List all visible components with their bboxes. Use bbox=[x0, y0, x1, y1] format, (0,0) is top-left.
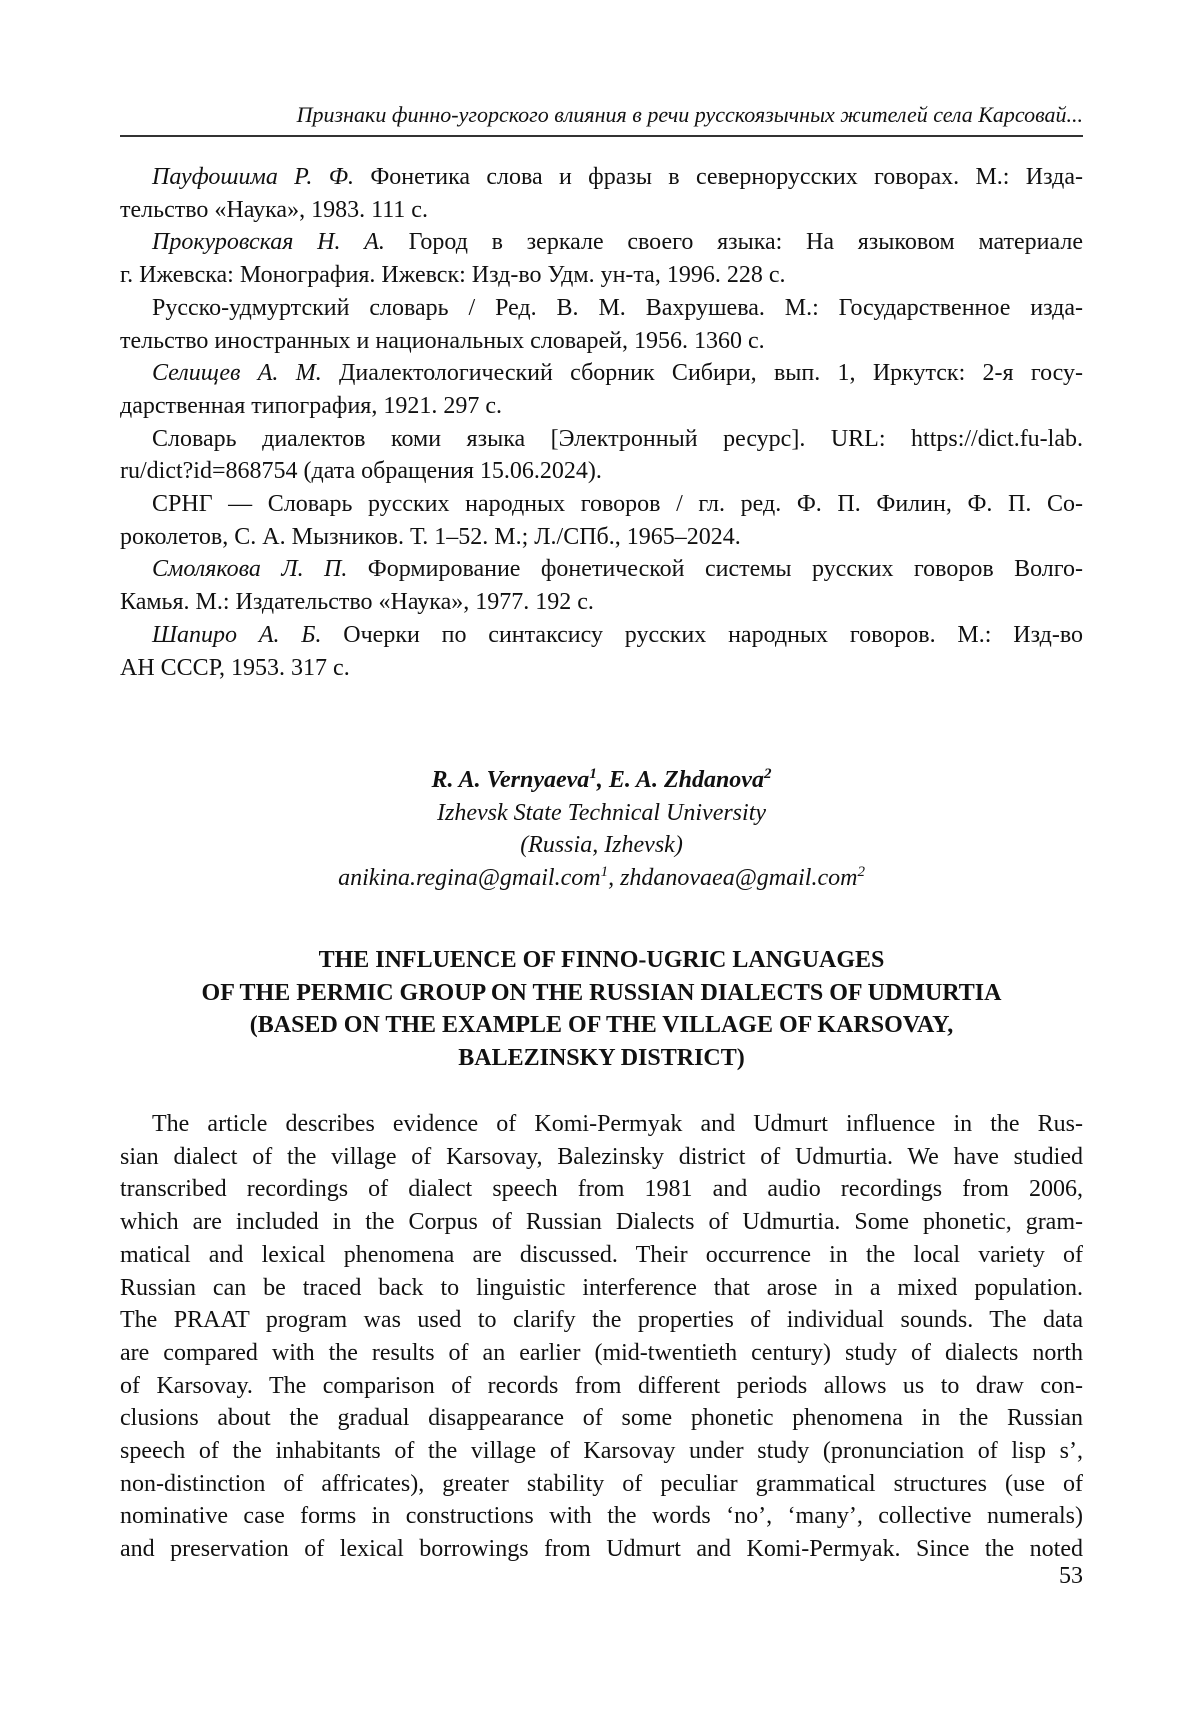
author-2-sup: 2 bbox=[763, 766, 772, 782]
abstract-line: The article describes evidence of Komi-Permyak and Udmurt influence in the Rus- bbox=[152, 1111, 1083, 1137]
author-block bbox=[120, 764, 1083, 895]
abstract-line: which are included in the Corpus of Russian Dialects of Udmurtia. Some phonetic, gram- bbox=[120, 1209, 1083, 1236]
header-rule bbox=[120, 135, 1083, 137]
email-2-sup: 2 bbox=[857, 864, 865, 881]
reference-line: роколетов, С. А. Мызников. Т. 1–52. М.; Л./СПб., 1965–2024. bbox=[120, 523, 741, 550]
abstract-line: sian dialect of the village of Karsovay, Balezinsky district of Udmurtia. We have studied bbox=[120, 1143, 1083, 1170]
abstract-line: are compared with the results of an earlier (mid-twentieth century) study of dialects north bbox=[120, 1339, 1083, 1366]
emails: anikina.regina@gmail.com$^1$, zhdanovaea@gmail.com$^2$ bbox=[338, 864, 865, 892]
reference-line bbox=[120, 619, 1083, 652]
reference-text: Диалектологический сборник Сибири, вып. 1, Иркутск: 2-я госу- bbox=[321, 360, 1084, 387]
reference-author: Шапиро А. Б. bbox=[152, 621, 322, 648]
author-2: E. A. Zhdanova bbox=[608, 767, 764, 793]
author-1: R. A. Vernyaeva bbox=[431, 767, 590, 793]
abstract bbox=[120, 1108, 1083, 1566]
reference-author: Смолякова Л. П. bbox=[152, 556, 348, 583]
abstract-line: of Karsovay. The comparison of records from different periods allows us to draw con- bbox=[120, 1372, 1083, 1399]
reference-text: Город в зеркале своего языка: На языковом материале bbox=[384, 229, 1084, 256]
abstract-line: The PRAAT program was used to clarify the properties of individual sounds. The data bbox=[120, 1307, 1083, 1334]
abstract-line: and preservation of lexical borrowings from Udmurt and Komi-Permyak. Since the noted bbox=[120, 1536, 1083, 1563]
reference-text: Фонетика слова и фразы в севернорусских говорах. М.: Изда- bbox=[354, 164, 1084, 190]
reference-author: Прокуровская Н. А. bbox=[152, 229, 385, 256]
abstract-line: non-distinction of affricates), greater stability of peculiar grammatical structures (use of bbox=[120, 1470, 1083, 1497]
title-line: BALEZINSKY DISTRICT) bbox=[458, 1045, 745, 1072]
abstract-line: clusions about the gradual disappearance of some phonetic phenomena in the Russian bbox=[120, 1405, 1083, 1432]
abstract-line: transcribed recordings of dialect speech from 1981 and audio recordings from 2006, bbox=[120, 1176, 1083, 1203]
page-number: 53 bbox=[1059, 1563, 1083, 1589]
reference-line bbox=[120, 161, 1083, 194]
email-1[interactable]: anikina.regina@gmail.com bbox=[338, 865, 601, 892]
reference-text: СРНГ — Словарь русских народных говоров / гл. ред. Ф. П. Филин, Ф. П. Со- bbox=[152, 491, 1083, 518]
article-title bbox=[120, 944, 1083, 1075]
running-head: Признаки финно-угорского влияния в речи русскоязычных жителей села Карсовай... bbox=[296, 102, 1083, 127]
author-1-sup: 1 bbox=[589, 766, 597, 782]
reference-line bbox=[120, 488, 1083, 521]
abstract-line: speech of the inhabitants of the village of Karsovay under study (pronunciation of lisp s’, bbox=[120, 1438, 1083, 1465]
affiliation: Izhevsk State Technical University bbox=[436, 799, 767, 826]
reference-line: тельство иностранных и национальных словарей, 1956. 1360 с. bbox=[120, 327, 765, 354]
reference-line bbox=[120, 357, 1083, 390]
reference-author: Селищев А. М. bbox=[152, 360, 322, 387]
reference-text: Словарь диалектов коми языка [Электронный ресурс]. URL: https://dict.fu-lab. bbox=[152, 425, 1083, 452]
abstract-line: Russian can be traced back to linguistic interference that arose in a mixed population. bbox=[120, 1274, 1083, 1301]
reference-line: тельство «Наука», 1983. 111 с. bbox=[120, 196, 428, 223]
reference-list bbox=[120, 161, 1083, 684]
reference-text: Формирование фонетической системы русских говоров Волго- bbox=[347, 556, 1083, 583]
reference-line: АН СССР, 1953. 317 с. bbox=[120, 654, 350, 681]
reference-line: ru/dict?id=868754 (дата обращения 15.06.2024). bbox=[120, 458, 602, 485]
reference-line bbox=[120, 292, 1083, 325]
author-separator: , bbox=[596, 767, 609, 793]
location: (Russia, Izhevsk) bbox=[520, 832, 683, 859]
reference-author: Пауфошима Р. Ф. bbox=[152, 164, 355, 190]
author-names bbox=[120, 764, 1083, 797]
abstract-line: nominative case forms in constructions with the words ‘no’, ‘many’, collective numerals) bbox=[120, 1503, 1083, 1530]
title-line: (BASED ON THE EXAMPLE OF THE VILLAGE OF KARSOVAY, bbox=[249, 1012, 954, 1039]
reference-text: Очерки по синтаксису русских народных говоров. М.: Изд-во bbox=[321, 621, 1083, 648]
reference-line bbox=[120, 423, 1083, 456]
reference-line: г. Ижевска: Монография. Ижевск: Изд-во Удм. ун-та, 1996. 228 с. bbox=[120, 262, 786, 289]
reference-line bbox=[120, 226, 1083, 259]
email-1-sup: 1 bbox=[600, 864, 609, 881]
title-line: OF THE PERMIC GROUP ON THE RUSSIAN DIALECTS OF UDMURTIA bbox=[201, 979, 1002, 1006]
abstract-line: matical and lexical phenomena are discussed. Their occurrence in the local variety of bbox=[120, 1241, 1083, 1268]
title-line: THE INFLUENCE OF FINNO-UGRIC LANGUAGES bbox=[318, 947, 885, 973]
reference-line: дарственная типография, 1921. 297 с. bbox=[120, 392, 502, 419]
reference-line: Камья. М.: Издательство «Наука», 1977. 192 с. bbox=[120, 589, 594, 616]
email-2[interactable]: zhdanovaea@gmail.com bbox=[620, 865, 858, 892]
reference-text: Русско-удмуртский словарь / Ред. В. М. Вахрушева. М.: Государственное изда- bbox=[152, 294, 1083, 321]
reference-line bbox=[120, 553, 1083, 586]
